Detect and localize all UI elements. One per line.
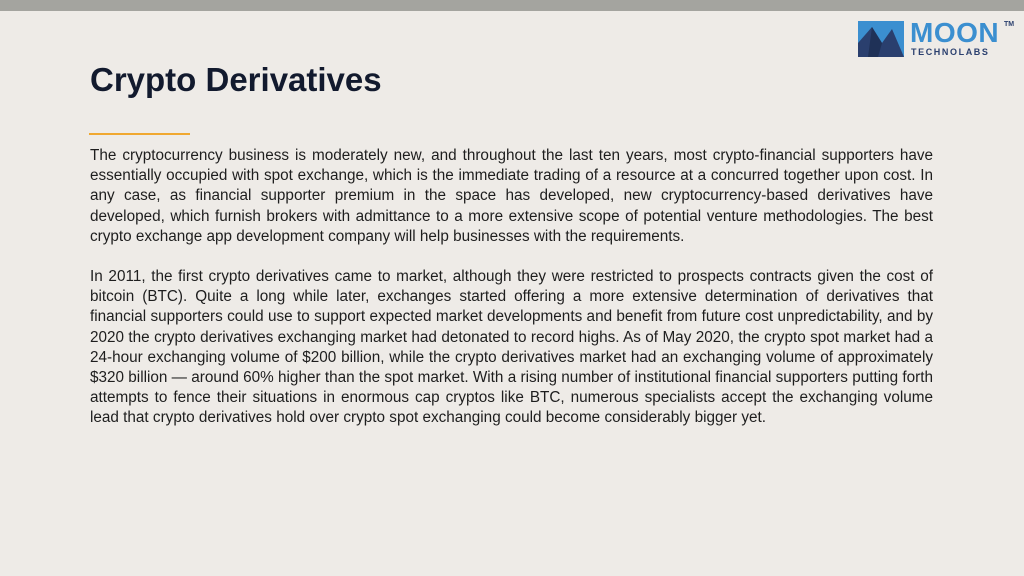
moon-logo-mark-icon — [858, 21, 904, 57]
body-paragraph-1: The cryptocurrency business is moderately new, and throughout the last ten years, most crypto-financial supporters have essentially occupied with spot exchange, which is the immediate trading of a resource at a concurred together upon cost. In any case, as financial supporter premium in the space has developed, new cryptocurrency-based derivatives have developed, which furnish brokers with admittance to a more extensive scope of potential venture methodologies. The best crypto exchange app development company will help businesses with the requirements. — [90, 147, 933, 245]
title-underline-divider — [89, 133, 190, 135]
logo-name: MOON — [910, 17, 1000, 48]
logo-subtitle: TECHNOLABS — [911, 47, 990, 57]
logo-trademark: TM — [1004, 21, 1015, 28]
slide-title: Crypto Derivatives — [90, 61, 382, 98]
top-border-bar — [0, 0, 1024, 11]
body-paragraph-2: In 2011, the first crypto derivatives came to market, although they were restricted to prospects contracts given the cost of bitcoin (BTC). Quite a long while later, exchanges started offering a more extensive determination of derivatives that financial supporters could use to support expected market developments and benefit from future cost unpredictability, and by 2020 the crypto derivatives exchanging market had detonated to record highs. As of May 2020, the crypto spot market had a 24-hour exchanging volume of $200 billion, while the crypto derivatives market had an exchanging volume of approximately $320 billion — around 60% higher than the spot market. With a rising number of institutional financial supporters putting forth attempts to fence their situations in enormous cap cryptos like BTC, numerous specialists accept the exchanging volume lead that crypto derivatives hold over crypto spot exchanging could become considerably bigger yet. — [90, 268, 933, 427]
moon-technolabs-logo — [858, 17, 1018, 61]
slide-body — [90, 146, 933, 429]
